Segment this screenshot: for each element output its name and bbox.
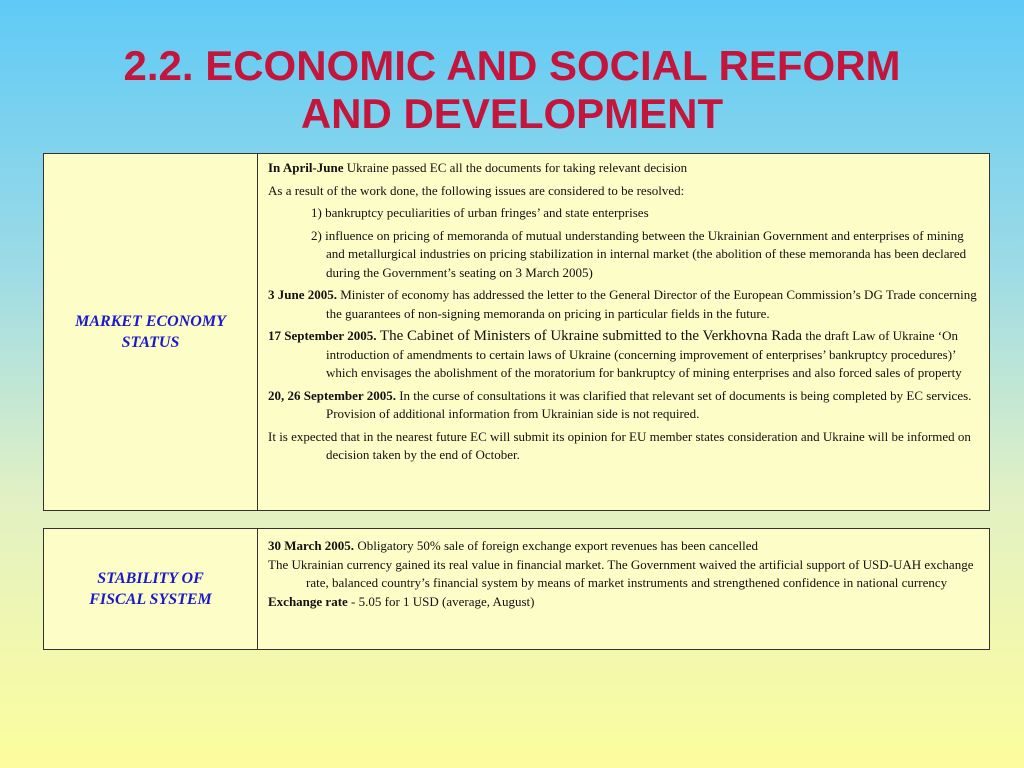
list-item-bankruptcy: 1) bankruptcy peculiarities of urban fringes’ and state enterprises (311, 205, 649, 220)
paragraph-20-26-september (268, 387, 981, 424)
date-20-26-september: 20, 26 September 2005. (268, 387, 396, 403)
date-3-june: 3 June 2005. (268, 287, 337, 302)
exchange-rate-value: - 5.05 for 1 USD (average, August) (347, 593, 535, 609)
paragraph-17-september (268, 327, 981, 383)
paragraph-text-large: The Cabinet of Ministers of Ukraine submitted to the Verkhovna Rada (376, 328, 803, 344)
exchange-rate-label: Exchange rate (268, 593, 348, 609)
market-label-line1: MARKET ECONOMY (75, 313, 226, 330)
market-label-line2: STATUS (121, 334, 180, 351)
paragraph-text: Obligatory 50% sale of foreign exchange export revenues has been cancelled (354, 538, 758, 553)
paragraph-text: Ukraine passed EC all the documents for taking relevant decision (343, 160, 688, 175)
slide-title-line1: 2.2. ECONOMIC AND SOCIAL REFORM (123, 42, 901, 89)
paragraph-3-june (268, 286, 981, 323)
date-17-september: 17 September 2005. (268, 328, 377, 343)
market-economy-table (43, 153, 990, 511)
paragraph-result: As a result of the work done, the following issues are considered to be resolved: (268, 182, 685, 198)
date-30-march: 30 March 2005. (268, 538, 355, 553)
date-april-june: In April-June (268, 160, 344, 175)
slide-title (0, 42, 1024, 138)
paragraph-text: Minister of economy has addressed the letter to the General Director of the European Commission’s DG Trade concerning the guarantees of non-signing memoranda on pricing in particular fields in the future. (326, 287, 977, 321)
fiscal-label-line2: FISCAL SYSTEM (89, 591, 212, 608)
paragraph-text: In the curse of consultations it was clarified that relevant set of documents is being completed by EC services. Provision of additional information from Ukrainian side is not required. (326, 387, 972, 421)
fiscal-stability-table (43, 528, 990, 650)
paragraph-april-june (268, 159, 981, 178)
paragraph-exchange-rate (268, 593, 981, 612)
fiscal-stability-label (44, 529, 258, 649)
market-economy-content (258, 154, 989, 510)
fiscal-label-line1: STABILITY OF (97, 570, 204, 587)
fiscal-stability-content (258, 529, 989, 649)
market-economy-label (44, 154, 258, 510)
paragraph-text: the draft Law of Ukraine ‘On introduction of amendments to certain laws of Ukraine (concerning improvement of enterprises’ bankruptcy procedures)’ which envisages the abolishment of the moratorium for bankruptcy of mining enterprises and also forced sales of property (326, 328, 962, 380)
paragraph-30-march (268, 537, 981, 556)
paragraph-currency: The Ukrainian currency gained its real value in financial market. The Government waived the artificial support of USD-UAH exchange rate, balanced country’s financial system by means of market instruments and strengthened confidence in national currency (268, 556, 974, 590)
slide-title-line2: AND DEVELOPMENT (300, 90, 724, 137)
paragraph-expected: It is expected that in the nearest future EC will submit its opinion for EU member states consideration and Ukraine will be informed on decision taken by the end of October. (268, 428, 971, 462)
list-item-pricing: 2) influence on pricing of memoranda of mutual understanding between the Ukrainian Government and enterprises of mining and metallurgical industries on pricing stabilization in internal market (the abolition of these memoranda has been declared during the Government’s seating on 3 March 2005) (311, 227, 967, 280)
